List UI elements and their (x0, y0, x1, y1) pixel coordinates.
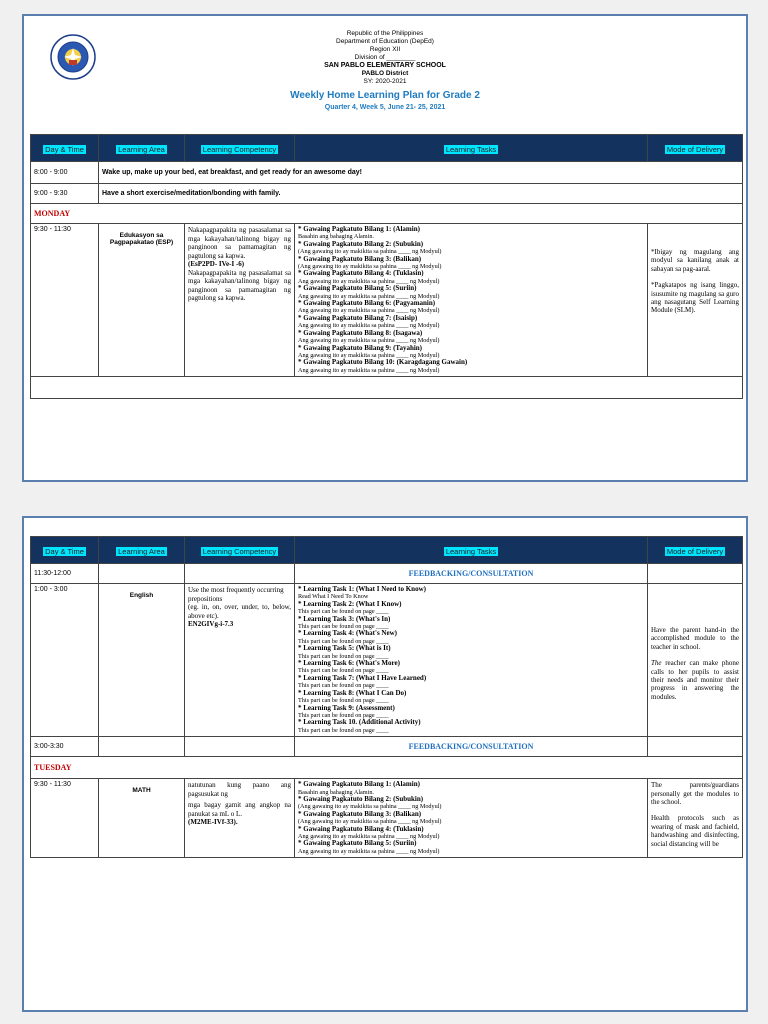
col-learning-tasks: Learning Tasks (445, 145, 497, 154)
table-header-row (31, 135, 743, 162)
task-label: * Learning Task 9: (Assessment) (298, 703, 395, 712)
row-time: 1:00 - 3:00 (31, 584, 99, 737)
task-note: This part can be found on page ____ (298, 726, 389, 734)
mode-text: Health protocols such as wearing of mask and fachield, handwashing and disinfecting, social distancing will be (651, 814, 739, 848)
task-label: * Gawaing Pagkatuto Bilang 3: (Balikan) (298, 809, 422, 818)
task-label: * Learning Task 7: (What I Have Learned) (298, 673, 427, 682)
col-learning-area: Learning Area (118, 547, 165, 556)
table-row-esp (31, 224, 743, 377)
table-row-feedback (31, 564, 743, 584)
mode-of-delivery (648, 779, 743, 858)
row-time: 9:30 - 11:30 (31, 779, 99, 858)
task-note: (Ang gawaing ito ay makikita sa pahina ____ ng Modyul) (298, 263, 442, 271)
task-note: (Ang gawaing ito ay makikita sa pahina ____ ng Modyul) (298, 803, 442, 811)
task-note: (Ang gawaing ito ay makikita sa pahina ____ ng Modyul) (298, 248, 442, 256)
task-label: * Gawaing Pagkatuto Bilang 5: (Suriin) (298, 284, 417, 293)
learning-area: English (99, 584, 185, 737)
competency-text: mga bagay gamit ang angkop na panukat sa mL o L. (188, 801, 291, 818)
task-note: Read What I Need To Know (298, 593, 369, 601)
row-time: 9:00 - 9:30 (31, 184, 99, 204)
learning-competency (185, 779, 295, 858)
learning-competency (185, 224, 295, 377)
mode-of-delivery (648, 584, 743, 737)
learning-competency (185, 584, 295, 737)
task-label: * Learning Task 5: (What is It) (298, 644, 391, 653)
task-note: Ang gawaing ito ay makikita sa pahina ____ ng Modyul) (298, 847, 440, 855)
task-note: This part can be found on page ____ (298, 637, 389, 645)
col-day-time: Day & Time (45, 145, 84, 154)
table-header-row (31, 537, 743, 564)
learning-tasks (295, 779, 648, 858)
competency-code: EN2GIVg-i-7.3 (188, 620, 234, 628)
task-label: * Gawaing Pagkatuto Bilang 10: (Karagdagang Gawain) (298, 358, 468, 367)
header-school-year: SY: 2020-2021 (363, 78, 407, 85)
competency-text: natutunan kung paano ang pagsusukat ng (188, 781, 291, 798)
table-row-feedback (31, 737, 743, 757)
table-row-empty (31, 377, 743, 399)
task-note: Ang gawaing ito ay makikita sa pahina ____ ng Modyul) (298, 351, 440, 359)
task-label: * Learning Task 10. (Additional Activity) (298, 718, 421, 727)
competency-code: (EsP2PD- IVe-I -6) (188, 260, 245, 268)
task-note: Ang gawaing ito ay makikita sa pahina ____ ng Modyul) (298, 337, 440, 345)
col-learning-competency: Learning Competency (202, 547, 277, 556)
task-label: * Learning Task 2: (What I Know) (298, 599, 402, 608)
page-2 (22, 516, 748, 1012)
task-label: * Learning Task 4: (What's New) (298, 629, 397, 638)
task-label: * Gawaing Pagkatuto Bilang 3: (Balikan) (298, 254, 422, 263)
task-note: This part can be found on page ____ (298, 623, 389, 631)
header-region: Region XII (369, 46, 401, 53)
day-row-monday (31, 204, 743, 224)
feedback-label: FEEDBACKING/CONSULTATION (295, 737, 648, 757)
competency-text: prepositions (188, 594, 223, 603)
task-note: (Ang gawaing ito ay makikita sa pahina ____ ng Modyul) (298, 818, 442, 826)
learning-tasks (295, 584, 648, 737)
task-label: * Gawaing Pagkatuto Bilang 1: (Alamin) (298, 225, 420, 233)
table-row-math (31, 779, 743, 858)
task-label: * Gawaing Pagkatuto Bilang 9: (Tayahin) (298, 343, 423, 352)
header-republic: Republic of the Philippines (346, 30, 424, 37)
task-note: Ang gawaing ito ay makikita sa pahina ____ ng Modyul) (298, 832, 440, 840)
col-mode-of-delivery: Mode of Delivery (666, 547, 724, 556)
task-note: Basahin ang bahaging Alamin. (298, 788, 374, 796)
task-note: Ang gawaing ito ay makikita sa pahina ____ ng Modyul) (298, 307, 440, 315)
task-note: This part can be found on page ____ (298, 667, 389, 675)
mode-text-em: The (651, 659, 662, 668)
row-time: 3:00-3:30 (31, 737, 99, 757)
task-label: * Learning Task 8: (What I Can Do) (298, 688, 407, 697)
task-label: * Gawaing Pagkatuto Bilang 7: (Isaisip) (298, 313, 418, 322)
learning-area: Edukasyon sa Pagpapakatao (ESP) (99, 224, 185, 377)
task-note: Ang gawaing ito ay makikita sa pahina ____ ng Modyul) (298, 277, 440, 285)
page-title: Weekly Home Learning Plan for Grade 2 (290, 90, 480, 101)
document-header (24, 30, 746, 112)
row-time: 8:00 - 9:00 (31, 162, 99, 184)
task-label: * Learning Task 6: (What's More) (298, 659, 400, 668)
task-label: * Learning Task 1: (What I Need to Know) (298, 585, 426, 593)
table-row-english (31, 584, 743, 737)
competency-text: Use the most frequently occurring (188, 586, 284, 594)
task-label: * Gawaing Pagkatuto Bilang 8: (Isagawa) (298, 328, 423, 337)
learning-tasks (295, 224, 648, 377)
task-note: This part can be found on page ____ (298, 711, 389, 719)
mode-text: The parents/guardians personally get the modules to the school. (651, 781, 739, 806)
col-day-time: Day & Time (45, 547, 84, 556)
task-note: Ang gawaing ito ay makikita sa pahina ____ ng Modyul) (298, 322, 440, 330)
learning-plan-table-1 (30, 134, 743, 399)
day-label: TUESDAY (31, 757, 743, 779)
mode-text: reacher can make phone calls to her pupils to assist their needs and monitor their progress in answering the modules. (651, 659, 739, 701)
task-note: This part can be found on page ____ (298, 697, 389, 705)
col-learning-tasks: Learning Tasks (445, 547, 497, 556)
task-label: * Gawaing Pagkatuto Bilang 5: (Suriin) (298, 839, 417, 848)
competency-text: (eg. in, on, over, under, to, below, above etc). (188, 603, 291, 620)
col-learning-area: Learning Area (118, 145, 165, 154)
task-label: * Gawaing Pagkatuto Bilang 2: (Subukin) (298, 794, 424, 803)
row-time: 9:30 - 11:30 (31, 224, 99, 377)
task-label: * Gawaing Pagkatuto Bilang 1: (Alamin) (298, 780, 420, 789)
header-quarter: Quarter 4, Week 5, June 21- 25, 2021 (324, 104, 446, 111)
task-note: This part can be found on page ____ (298, 682, 389, 690)
header-division: Division of ________ (354, 54, 416, 61)
mode-text: *Pagkatapos ng isang linggo, isusumite ng magulang sa guro ang nasagutang Self Learning Module (SLM). (651, 281, 739, 315)
competency-text: Nakapagpapakita ng pasasalamat sa mga kakayahan/talinong bigay ng panginoon sa pamamagitan ng pagtulong sa kapwa. (188, 268, 291, 302)
page-1 (22, 14, 748, 482)
learning-plan-table-2 (30, 536, 743, 858)
row-activity: Have a short exercise/meditation/bonding with family. (99, 184, 743, 204)
competency-text: Nakapagpapakita ng pasasalamat sa mga kakayahan/talinong bigay ng panginoon sa pamamagitan ng pagtulong sa kapwa. (188, 226, 291, 260)
header-school: SAN PABLO ELEMENTARY SCHOOL (324, 62, 446, 69)
competency-code: (M2ME-IVf-33). (188, 818, 238, 827)
learning-area: MATH (99, 779, 185, 858)
task-label: * Gawaing Pagkatuto Bilang 4: (Tuklasin) (298, 824, 424, 833)
col-mode-of-delivery: Mode of Delivery (666, 145, 724, 154)
table-row (31, 184, 743, 204)
col-learning-competency: Learning Competency (202, 145, 277, 154)
mode-text: Have the parent hand-in the accomplished module to the teacher in school. (651, 626, 739, 651)
task-note: This part can be found on page ____ (298, 608, 389, 616)
mode-text: *Ibigay ng magulang ang modyul sa kanilang anak at sabayan sa pag-aaral. (651, 248, 739, 273)
task-label: * Gawaing Pagkatuto Bilang 2: (Subukin) (298, 239, 424, 248)
task-note: This part can be found on page ____ (298, 652, 389, 660)
row-activity: Wake up, make up your bed, eat breakfast, and get ready for an awesome day! (99, 162, 743, 184)
day-row-tuesday (31, 757, 743, 779)
task-label: * Learning Task 3: (What's In) (298, 614, 391, 623)
header-district: PABLO District (361, 70, 409, 77)
day-label: MONDAY (31, 204, 743, 224)
task-label: * Gawaing Pagkatuto Bilang 4: (Tuklasin) (298, 269, 424, 278)
task-label: * Gawaing Pagkatuto Bilang 6: (Pagyamanin) (298, 299, 436, 308)
task-note: Basahin ang bahaging Alamin. (298, 233, 374, 241)
feedback-label: FEEDBACKING/CONSULTATION (295, 564, 648, 584)
mode-of-delivery (648, 224, 743, 377)
row-time: 11:30-12:00 (31, 564, 99, 584)
task-note: Ang gawaing ito ay makikita sa pahina ____ ng Modyul) (298, 366, 440, 374)
header-department: Department of Education (DepEd) (336, 38, 434, 45)
task-note: Ang gawaing ito ay makikita sa pahina ____ ng Modyul) (298, 292, 440, 300)
table-row (31, 162, 743, 184)
